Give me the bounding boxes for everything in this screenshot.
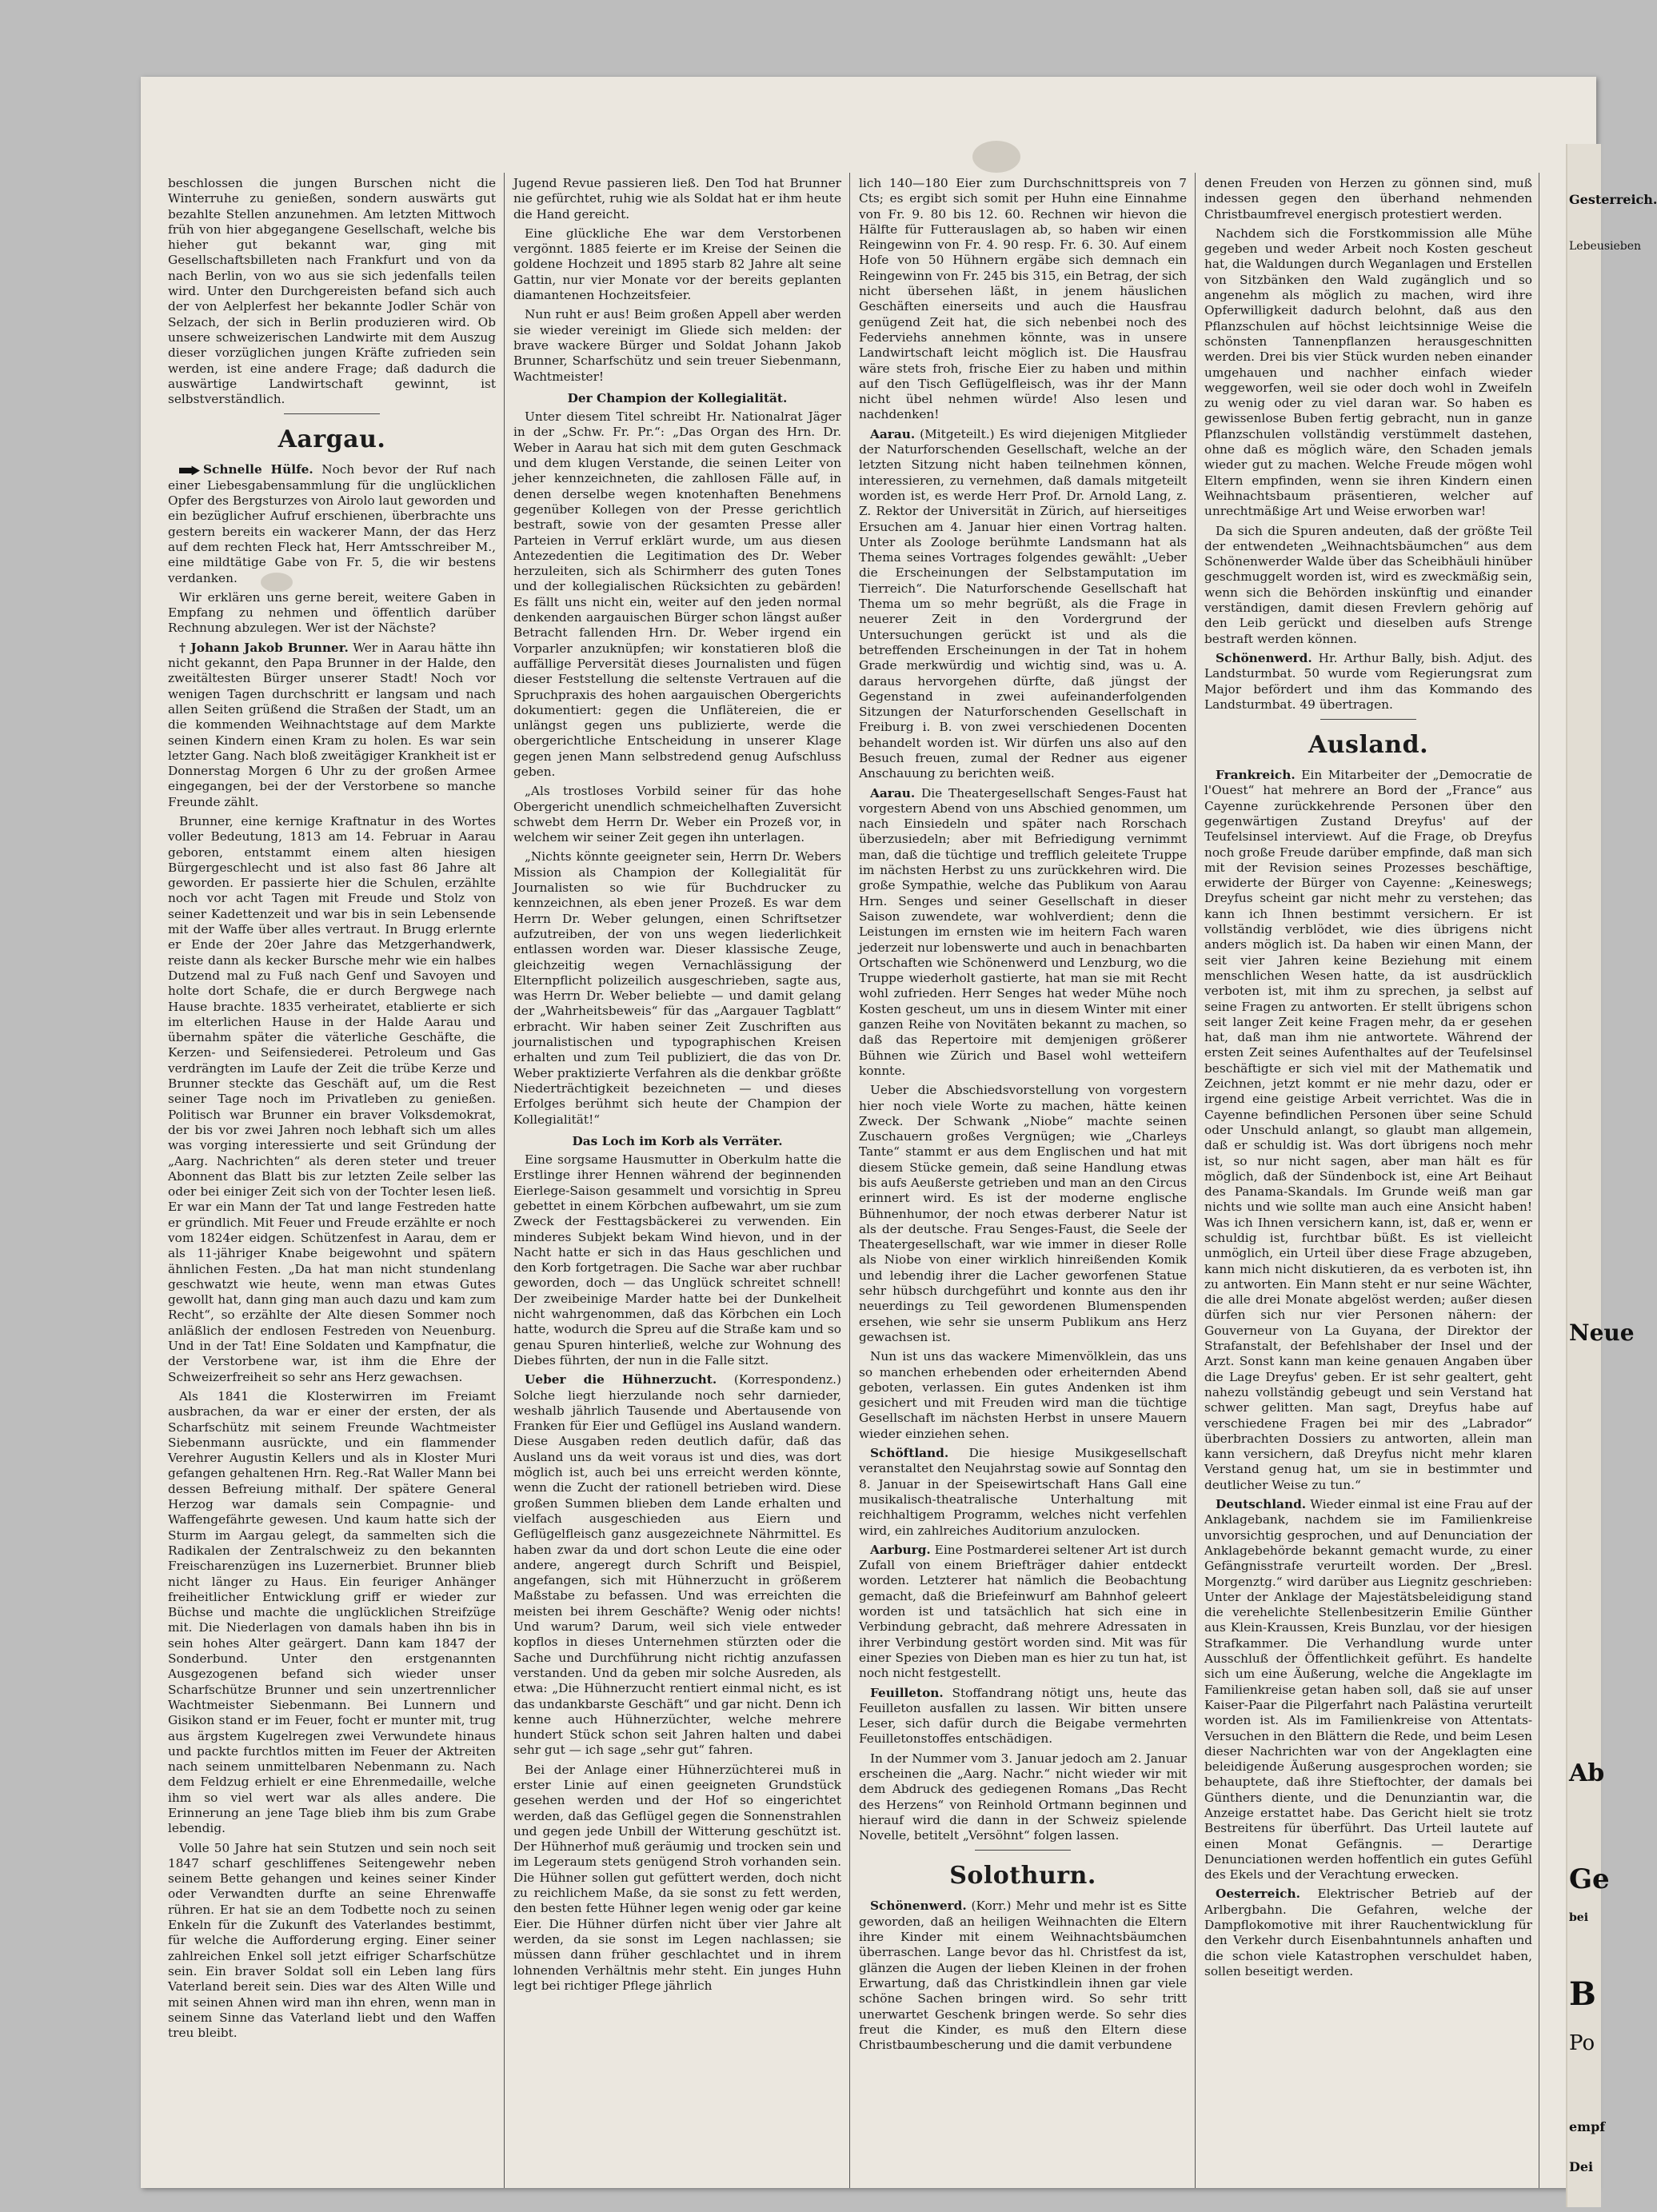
section-heading-aargau: Aargau. xyxy=(277,425,386,454)
edge-text: Ge xyxy=(1569,1863,1610,1895)
article-feuilleton xyxy=(859,1686,1187,1747)
edge-text: Ab xyxy=(1569,1759,1605,1787)
article-text: Nun ist uns das wackere Mimenvölklein, das uns so manchen erhebenden oder erheiternden Abend geboten, verlassen. Ein gutes Andenken ist ihm gesichert und mit Freuden wird man die tüchtige Gesellschaft im nächsten Herbst in unsere Mauern wieder einziehen sehen. xyxy=(859,1349,1187,1441)
article-text: denen Freuden von Herzen zu gönnen sind, muß indessen gegen den überhand nehmenden Christbaumfrevel energisch protestiert werden. xyxy=(1204,176,1532,222)
pointing-hand-icon xyxy=(179,465,200,475)
article-text: Nun ruht er aus! Beim großen Appell aber werden sie wieder vereinigt im Gliede sich melden: der brave wackere Bürger und Soldat Johann Jakob Brunner, Scharfschütz und sein treuer Siebenmann, Wachtmeister! xyxy=(513,307,841,384)
article-text: „Nichts könnte geeigneter sein, Herrn Dr. Webers Mission als Champion der Kollegialität für Journalisten so wie für Buchdrucker zu kennzeichnen, als eben jener Prozeß. Es war dem Herrn Dr. Weber gelungen, einen Schriftsetzer aufzutreiben, der von uns wegen liederlichkeit entlassen worden war. Dieser klassische Zeuge, gleichzeitig wegen Vernachlässigung der Elternpflicht polizeilich ausgeschrieben, sagte aus, was Herrn Dr. Weber beliebte — und damit gelang der „Wahrheitsbeweis“ für das „Aargauer Tagblatt“ erbracht. Wir haben seiner Zeit Zuschriften aus journalistischen und typographischen Kreisen erhalten und zum Teil publiziert, die das von Dr. Weber praktizierte Verfahren als die denkbar größte Niederträchtigkeit bezeichneten — und dieses Erfolges berühmt sich heute der Champion der Kollegialität!“ xyxy=(513,849,841,1127)
edge-text: Neue xyxy=(1569,1320,1635,1346)
article-brunner xyxy=(168,641,496,810)
article-text: Hr. Arthur Bally, bish. Adjut. des Landsturmbat. 50 wurde vom Regierungsrat zum Major befördert und ihm das Kommando des Landsturmbat. 49 übertragen. xyxy=(1204,650,1532,712)
section-divider xyxy=(975,1850,1071,1851)
article-schoeftland xyxy=(859,1446,1187,1539)
column-rule xyxy=(1195,173,1196,2188)
article-keyword: Schnelle Hülfe. xyxy=(203,462,313,477)
article-text: Stoffandrang nötigt uns, heute das Feuilleton ausfallen zu lassen. Wir bitten unsere Leser, sich dafür durch die Beigabe vermehrten Feuilletonstoffes entschädigen. xyxy=(859,1685,1187,1747)
adjacent-page-edge xyxy=(1566,144,1657,2207)
column-rule xyxy=(849,173,850,2188)
article-text: „Als trostloses Vorbild seiner für das hohe Obergericht unendlich schmeichelhaften Zuversicht schwebt dem Herrn Dr. Weber ein Prozeß vor, in welchem wir seiner Zeit gegen ihn unterlagen. xyxy=(513,784,841,845)
article-text: (Korrespondenz.) Solche liegt hierzulande noch sehr darnieder, weshalb jährlich Tausende und Abertausende von Franken für Eier und Geflügel ins Ausland wandern. Diese Ausgaben reden deutlich dafür, daß das Ausland uns da weit voraus ist und dies, was dort möglich ist, auch bei uns erreicht werden könnte, wenn die Zucht der rationell betrieben wird. Diese großen Summen blieben dem Lande erhalten und vielfach ausgeschieden aus Eiern und Geflügelfleisch ganz ausgezeichnete Nährmittel. Es haben zwar da und dort schon Leute die eine oder andere, angeregt durch Schrift und Beispiel, angefangen, sich mit Hühnerzucht in größerem Maßstabe zu befassen. Und was erreichten die meisten bei ihrem Geschäfte? Wenig oder nichts! Und warum? Darum, weil sich viele entweder kopflos in dieses Unternehmen stürzten oder die Sache und Durchführung nicht richtig anzufassen verstanden. Und da geben mir solche Ausreden, als etwa: „Die Hühnerzucht rentiert einmal nicht, es ist das undankbarste Geschäft“ und gar nicht. Denn ich kenne auch Hühnerzüchter, welche mehrere hundert Stück schon seit Jahren halten und dabei sehr gut — ich sage „sehr gut“ fahren. xyxy=(513,1372,841,1758)
article-aarau-1 xyxy=(859,427,1187,782)
article-text: Ueber die Abschiedsvorstellung von vorgestern hier noch viele Worte zu machen, hätte keinen Zweck. Der Schwank „Niobe“ machte seinen Zuschauern großes Vergnügen; wie „Charleys Tante“ stammt er aus dem Englischen und hat mit diesem Stücke gemein, daß seine Handlung etwas bis aufs Aeußerste getrieben und man an den Circus erinnert wird. Es ist der moderne englische Bühnenhumor, der noch etwas derberer Natur ist als der deutsche. Frau Senges-Faust, die Seele der Theatergesellschaft, war wie immer in dieser Rolle als Niobe von einer wirklich hinreißenden Komik und lebendig ihrer die Lacher geworfenen Statue sehr hübsch durchgeführt und konnte aus den ihr neuerdings zu Teil gewordenen Blumenspenden ersehen, wie sehr sie unserm Publikum ans Herz gewachsen ist. xyxy=(859,1083,1187,1344)
edge-text: empf xyxy=(1569,2119,1606,2134)
newspaper-page xyxy=(141,77,1596,2188)
article-text: Jugend Revue passieren ließ. Den Tod hat Brunner nie gefürchtet, ruhig wie als Soldat hat er ihm heute die Hand gereicht. xyxy=(513,176,841,222)
article-text: Die Theatergesellschaft Senges-Faust hat vorgestern Abend von uns Abschied genommen, um nach Einsiedeln und später nach Rorschach überzusiedeln; aber mit Befriedigung vernimmt man, daß die tüchtige und trefflich geleitete Truppe im nächsten Herbst zu uns zurückkehren wird. Die große Sympathie, welche das Publikum von Aarau Hrn. Senges und seiner Gesellschaft in dieser Saison zuwendete, war wohlverdient; denn die Leistungen im ernsten wie im heitern Fach waren jederzeit nur lobenswerte und auch in benachbarten Ortschaften wie Schönenwerd und Lenzburg, wo die Truppe wiederholt gastierte, hat man sie mit Recht wohl zufrieden. Herr Senges hat weder Mühe noch Kosten gescheut, um uns in diesem Winter mit einer ganzen Reihe von Novitäten bekannt zu machen, so daß das Repertoire mit demjenigen größerer Bühnen wie Zürich und Basel wohl wetteifern konnte. xyxy=(859,785,1187,1078)
column-3 xyxy=(859,176,1187,2175)
section-divider xyxy=(1320,719,1416,720)
section-divider xyxy=(284,413,380,414)
article-frankreich xyxy=(1204,768,1532,1493)
edge-text: Dei xyxy=(1569,2159,1594,2174)
article-intro: beschlossen die jungen Burschen nicht die Winterruhe zu genießen, sondern auswärts gut bezahlte Stellen anzunehmen. Am letzten Mittwoch früh von hier abgegangene Gesellschaft, welche bis hieher gut bekannt war, ging mit Gesellschaftsbilleten nach Frankfurt und von da nach Berlin, von wo aus sie sich jedenfalls teilen wird. Unter den Durchgereisten befand sich auch der von Aelplerfest her bekannte Jodler Schär von Selzach, der sich in Berlin produzieren wird. Ob unsere schweizerischen Landwirte mit dem Auszug dieser vorzüglichen jungen Kräfte zufrieden sein werden, ist eine andere Frage; daß dadurch die auswärtige Landwirtschaft gewinnt, ist selbstverständlich. xyxy=(168,176,496,407)
column-1 xyxy=(168,176,496,2175)
article-keyword: Deutschland. xyxy=(1216,1497,1307,1512)
article-text: Ein Mitarbeiter der „Democratie de l'Ouest“ hat mehrere an Bord der „France“ aus Cayenne zurückkehrende Personen über den gegenwärtigen Zustand Dreyfus' auf der Teufelsinsel interviewt. Auf die Frage, ob Dreyfus noch große Freude darüber empfinde, daß man sich mit der Revision seines Prozesses beschäftige, erwiderte der Bürger von Cayenne: „Keineswegs; Dreyfus scheint gar nicht mehr zu verstehen; das kann ich Ihnen bestimmt versichern. Er ist vollständig verblödet, wie dies übrigens nicht anders möglich ist. Da haben wir einen Mann, der seit vier Jahren keine Beziehung mit einem menschlichen Wesen hatte, da ist ausdrücklich verboten ist, mit ihm zu sprechen, ja selbst auf seine Fragen zu antworten. Er stellt übrigens schon seit langer Zeit keine Fragen mehr, da er gesehen hat, daß man ihm nie antwortete. Während der ersten Zeit seines Aufenthaltes auf der Teufelsinsel beschäftigte er sich viel mit der Mathematik und Zeichnen, jetzt kommt er nie mehr dazu, oder er irgend eine geistige Arbeit verrichtet. Was die in Cayenne befindlichen Personen über seine Schuld oder Unschuld anlangt, so glaubt man allgemein, daß er schuldig ist. Was dort übrigens noch mehr ist, so nur nicht sagen, aber man hält es für möglich, daß der Sündenbock ist, eine Art Beihaut des Panama-Skandals. Im Grunde weiß man gar nichts und wie sollte man auch eine Ansicht haben! Was ich Ihnen versichern kann, ist, daß er, wenn er schuldig ist, furchtbar büßt. Es ist vielleicht unmöglich, ein Urteil über diese Frage abzugeben, kann mich nicht diskutieren, da es verboten ist, ihn zu antworten. Ein Mann steht er nur seine Wächter, die alle drei Monate abgelöst werden; außer diesen dürfen sich nur vier Personen nähern: der Gouverneur von La Guyana, der Direktor der Strafanstalt, der Befehlshaber der Insel und der Arzt. Sonst kann man keine genauen Angaben über die Lage Dreyfus' geben. Er ist sehr gealtert, geht nahezu vollständig gebeugt und sein Verstand hat schwer gelitten. Man sagt, Dreyfus habe auf verschiedene Fragen bei mir des „Labrador“ überbrachten Dossiers zu antworten, allein man kann versichern, daß Dreyfus nicht mehr klaren Verstand genug hat, um sie in bestimmter und deutlicher Weise zu tun.“ xyxy=(1204,768,1532,1492)
article-text: Volle 50 Jahre hat sein Stutzen und sein noch seit 1847 scharf geschliffenes Seitengewehr neben seinem Bette gehangen und keines seiner Kinder oder Verwandten durfte an seine Ehrenwaffe rühren. Er hat sie an dem Todbette noch zu seinen Enkeln für die Zukunft des Vaterlandes bestimmt, für welche die Aufforderung erging. Einer seiner zahlreichen Enkel soll jetzt eifriger Scharfschütze sein. Ein braver Soldat soll ein Leben lang fürs Vaterland bereit sein. Dies war des Alten Wille und mit seinen Ahnen wird man ihn ehren, wenn man in seinem Sinne das Vaterland liebt und den Waffen treu bleibt. xyxy=(168,1840,496,2041)
edge-text: B xyxy=(1569,1975,1596,2013)
article-text: lich 140—180 Eier zum Durchschnittspreis von 7 Cts; es ergibt sich somit per Huhn eine Einnahme von Fr. 9. 80 bis 12. 60. Rechnen wir hievon die Hälfte für Futterauslagen ab, so haben wir einen Reingewinn von Fr. 4. 90 resp. Fr. 6. 30. Auf einem Hofe von 50 Hühnern ergäbe sich demnach ein Reingewinn von Fr. 245 bis 315, ein Betrag, der sich nicht übersehen läßt, in jenem häuslichen Geschäften einerseits und auch die Hausfrau genügend Zeit hat, die sich nebenbei noch des Federviehs annehmen könnte, was in unsere Landwirtschaft leicht möglich ist. Die Hausfrau wäre stets froh, frische Eier zu haben und mithin auf den Tisch Geflügelfleisch, was ihr der Mann nicht übel nehmen würde! Also lesen und nachdenken! xyxy=(859,176,1187,422)
section-heading-solothurn: Solothurn. xyxy=(949,1862,1096,1891)
article-heading-korb: Das Loch im Korb als Verräter. xyxy=(572,1133,783,1148)
article-text: Noch bevor der Ruf nach einer Liebesgabensammlung für die unglücklichen Opfer des Bergsturzes von Airolo laut geworden und ein bezüglicher Aufruf erschienen, überbrachte uns gestern bereits ein wackerer Mann, der das Herz auf dem rechten Fleck hat, Herr Amtsschreiber M., eine mildtätige Gabe von Fr. 5, die wir bestens verdanken. xyxy=(168,462,496,585)
article-oesterreich xyxy=(1204,1887,1532,1979)
article-text: Unter diesem Titel schreibt Hr. Nationalrat Jäger in der „Schw. Fr. Pr.“: „Das Organ des Hrn. Dr. Weber in Aarau hat sich mit dem guten Geschmack und dem klugen Verstande, die seinen Leiter von jeher kennzeichneten, die zahllosen Fälle auf, in denen derselbe wegen knotenhaften Benehmens gegenüber Kollegen von der Presse gerichtlich bestraft, sowie von der gesamten Presse aller Parteien in Verruf erklärt wurde, um aus diesen Antezedentien die Legitimation des Dr. Weber herzuleiten, sich als Schirmherr des guten Tones und der kollegialischen Rücksichten zu gebärden! Es fällt uns nicht ein, weiter auf den jeden normal denkenden aargauischen Bürger schon längst außer Betracht fallenden Hrn. Dr. Weber irgend ein Vorparler anzuknüpfen; wir konstatieren bloß die auffällige Perversität dieses Journalisten und fügen dieser Feststellung die seltenste Vertrauen auf die Spruchpraxis des hohen aargauischen Obergerichts dokumentiert: gegen die Unflätereien, die er unlängst gegen uns publizierte, werde die obergerichtliche Entscheidung in unserer Klage gegen jenen Mann selbstredend genug Aufschluss geben. xyxy=(513,409,841,779)
article-text: Da sich die Spuren andeuten, daß der größte Teil der entwendeten „Weihnachtsbäumchen“ aus dem Schönenwerder Walde über das Scheibhäuli hinüber geschmuggelt worden ist, wird es zweckmäßig sein, wenn sich die Behörden inskünftig und einander verständigen, damit diesen Frevlern gehörig auf den Leib gerückt und dieselben aufs Strenge bestraft werden können. xyxy=(1204,523,1532,646)
article-text: (Korr.) Mehr und mehr ist es Sitte geworden, daß an heiligen Weihnachten die Eltern ihre Kinder mit einem Weihnachtsbäumchen überraschen. Lange bevor das hl. Christfest da ist, glänzen die Augen der lieben Kleinen in der frohen Erwartung, daß das Christkindlein ihnen gar viele schöne Sachen bringen wird. So sehr tritt unerwartet Geschenk bringen werde. So sehr dies freut die Kinder, es muß den Eltern diese Christbaumbescherung und die damit verbundene xyxy=(859,1899,1187,2053)
article-keyword: Schöftland. xyxy=(870,1446,949,1461)
column-4 xyxy=(1204,176,1532,2175)
paper-stain xyxy=(972,141,1020,173)
column-2 xyxy=(513,176,841,2175)
article-text: Wieder einmal ist eine Frau auf der Anklagebank, nachdem sie im Familienkreise unvorsichtig gesprochen, und auf Denunciation der Anklagebehörde bekannt gemacht wurde, zu einer Gefängnisstrafe verurteilt worden. Der „Bresl. Morgenztg.“ wird darüber aus Liegnitz geschrieben: Unter der Anklage der Majestätsbeleidigung stand die verehelichte Stellenbesitzerin Emilie Günther aus Klein-Kraussen, Kreis Bunzlau, vor der hiesigen Strafkammer. Die Verhandlung wurde unter Ausschluß der Öffentlichkeit geführt. Es handelte sich um eine Äußerung, welche die Angeklagte im Familienkreise getan haben soll, daß sie auf unser Kaiser-Paar die Pilgerfahrt nach Palästina verurteilt worden ist. Als im Familienkreise von Attentats-Versuchen in den Blättern die Rede, und beim Lesen dieser Nachrichten war von der Angeklagten eine beleidigende Äußerung ausgesprochen worden; sie behauptete, daß ihre Stieftochter, der damals bei Günthers diente, und die Denunziantin war, die Anzeige erstattet habe. Das Gericht hielt sie trotz Bestreitens für überführt. Das Urteil lautete auf einen Monat Gefängnis. — Derartige Denunciationen werden hoffentlich ein gutes Gefühl des Ekels und der Verachtung erwecken. xyxy=(1204,1497,1532,1883)
article-text: Wer in Aarau hätte ihn nicht gekannt, den Papa Brunner in der Halde, den zweitältesten Bürger unserer Stadt! Noch vor wenigen Tagen durchschritt er langsam und nach allen Seiten grüßend die Straßen der Stadt, um an die kommenden Weihnachtstage auf dem Markte seinen Kindern einen Kram zu holen. Es war sein letzter Gang. Nach bloß zweitägiger Krankheit ist er Donnerstag Morgen 6 Uhr zu der großen Armee eingegangen, bei der der Verstorbene so manche Freunde zählt. xyxy=(168,640,496,809)
article-schnelle-huelfe xyxy=(168,462,496,585)
article-keyword: Feuilleton. xyxy=(870,1685,944,1700)
article-keyword: Frankreich. xyxy=(1216,768,1296,783)
article-aarburg xyxy=(859,1543,1187,1682)
article-text: Wir erklären uns gerne bereit, weitere Gaben in Empfang zu nehmen und öffentlich darüber Rechnung abzulegen. Wer ist der Nächste? xyxy=(168,589,496,636)
edge-text: Lebeusieben xyxy=(1569,240,1642,253)
article-text: In der Nummer vom 3. Januar jedoch am 2. Januar erscheinen die „Aarg. Nachr.“ nicht wieder wir mit dem Abdruck des gediegenen Romans „Das Recht des Herzens“ von Reinhold Ortmann beginnen und hierauf wird die dann in der Schweiz spielende Novelle, betitelt „Versöhnt“ folgen lassen. xyxy=(859,1751,1187,1843)
article-keyword: Aarau. xyxy=(870,426,916,441)
section-heading-ausland: Ausland. xyxy=(1308,731,1429,760)
article-schoenenwerd-2 xyxy=(1204,651,1532,713)
article-text: Eine Postmarderei seltener Art ist durch Zufall von einem Briefträger dahier entdeckt worden. Letzterer hat nämlich die Beobachtung gemacht, daß die Briefeinwurf am Bahnhof geleert worden ist und tatsächlich hat sich eine in Verbindung gebracht, daß mehrere Adressaten in ihrer Verbindung gestört worden sind. Mit was für einer Spezies von Dieben man es hier zu tun hat, ist noch nicht festgestellt. xyxy=(859,1542,1187,1681)
article-keyword: Schönenwerd. xyxy=(870,1899,967,1914)
article-text: Brunner, eine kernige Kraftnatur in des Wortes voller Bedeutung, 1813 am 14. Februar in Aarau geboren, entstammt einem alten hiesigen Bürgergeschlecht und ist also fast 86 Jahre alt geworden. Er passierte hier die Schulen, erzählte noch vor acht Tagen mit Freude und Stolz von seiner Kadettenzeit und war bis in sein Lebensende mit der Waffe über alles vertraut. In Brugg erlernte er Ende der 20er Jahre das Metzgerhandwerk, reiste dann als kecker Bursche mehr wie ein halbes Dutzend mal zu Fuß nach Genf und Savoyen und holte dort Schafe, die er durch Bergwege nach Hause brachte. 1835 verheiratet, etablierte er sich im elterlichen Hause in der Halde Aarau und übernahm später die väterliche Geschäfte, die Kerzen- und Seifensiederei. Petroleum und Gas verdrängten im Laufe der Zeit die trübe Kerze und Brunner steckte das Geschäft auf, um die Rest seiner Tage noch im Privatleben zu genießen. Politisch war Brunner ein braver Volksdemokrat, der bis vor zwei Jahren noch lebhaft sich um alles was vorging interessierte und seit Gründung der „Aarg. Nachrichten“ als deren steter und treuer Abonnent das Blatt bis zur letzten Zeile selber las oder bei einiger Zeit sich von der Tochter lesen ließ. Er war ein Mann der Tat und lange Festreden hatte er gründlich. Mit Feuer und Freude erzählte er noch vom 1824er eidgen. Schützenfest in Aarau, dem er als 11-jähriger Knabe beigewohnt und spätern ähnlichen Festen. „Da hat man nicht stundenlang geschwatzt wie heute, wenn man etwas Gutes gewollt hat, dann ging man auch dazu und kam zum Recht“, so erzählte der Alte diesen Sommer noch anläßlich der endlosen Festreden von Neuenburg. Und in der Tat! Eine Soldaten und Kampfnatur, die der Verstorbene war, ist ihm die Ehre der Schweizerfreiheit so sehr ans Herz gewachsen. xyxy=(168,813,496,1384)
article-text: Elektrischer Betrieb auf der Arlbergbahn. Die Gefahren, welche der Dampflokomotive mit ihrer Rauchentwicklung für den Verkehr durch Eisenbahntunnels anhaften und die schon viele Katastrophen verschuldet haben, sollen beseitigt werden. xyxy=(1204,1887,1532,1978)
edge-text: bei xyxy=(1569,1911,1589,1924)
edge-text: Po xyxy=(1569,2031,1595,2055)
article-keyword: Aarburg. xyxy=(870,1542,931,1557)
article-keyword: Aarau. xyxy=(870,785,916,801)
article-schoenenwerd xyxy=(859,1899,1187,2053)
article-keyword: Oesterreich. xyxy=(1216,1887,1300,1902)
article-text: Als 1841 die Klosterwirren im Freiamt ausbrachen, da war er einer der ersten, der als Scharfschütz mit seinem Freunde Wachtmeister Siebenmann ausrückte, und ein flammender Verehrer Augustin Kellers und als in Kloster Muri gefangen gehaltenen Hrn. Reg.-Rat Waller Mann bei dessen Befreiung mithalf. Der spätere General Herzog war damals sein Compagnie- und Waffengefährte gewesen. Und kaum hatte sich der Sturm im Aargau gelegt, da sammelten sich die Radikalen der Zentralschweiz zu den bekannten Freischarenzügen ins Luzernerbiet. Brunner blieb nicht länger zu Haus. Ein feuriger Anhänger freiheitlicher Entwicklung griff er wieder zur Büchse und machte die unglücklichen Streifzüge mit. Die Niederlagen von damals haben ihn bis in sein hohes Alter geärgert. Dann kam 1847 der Sonderbund. Unter den erstgenannten Ausgezogenen befand sich wieder unser Scharfschütze Brunner und sein unzertrennlicher Wachtmeister Siebenmann. Bei Lunnern und Gisikon stand er im Feuer, focht er munter mit, trug aus ärgstem Kugelregen zwei Verwundete hinaus und packte furchtlos mitten im Feuer der Aktreiten nach seinem unmittelbaren Nebenmann zu. Nach dem Feldzug erhielt er eine Ehrenmedaille, welche ihm so viel wert war als alles andere. Die Erinnerung an jene Tage blieb ihm bis zum Grabe lebendig. xyxy=(168,1388,496,1836)
article-heading-champion: Der Champion der Kollegialität. xyxy=(567,390,788,405)
article-text: Eine glückliche Ehe war dem Verstorbenen vergönnt. 1885 feierte er im Kreise der Seinen die goldene Hochzeit und 1895 starb 82 Jahre alt seine Gattin, nur vier Monate vor der bereits geplanten diamantenen Hochzeitsfeier. xyxy=(513,226,841,303)
article-text: Bei der Anlage einer Hühnerzüchterei muß in erster Linie auf einen geeigneten Grundstück gesehen werden und der Hof so eingerichtet werden, daß das Geflügel gegen die Sonnenstrahlen und gegen jede Unbill der Witterung geschützt ist. Der Hühnerhof muß geräumig und trocken sein und im Legeraum stets genügend Stroh vorhanden sein. Die Hühner sollen gut gefüttert werden, doch nicht zu reichlichem Maße, da sie sonst zu fett werden, den besten fette Hühner legen wenig oder gar keine Eier. Die Hühner dürfen nicht über vier Jahre alt werden, da sie sonst im Legen nachlassen; sie müssen dann früher geschlachtet und in ihrem lohnenden Verhältnis mehr steht. Ein junges Huhn legt bei richtiger Pflege jährlich xyxy=(513,1762,841,1993)
article-text: Nachdem sich die Forstkommission alle Mühe gegeben und weder Arbeit noch Kosten gescheut hat, die Waldungen durch Weganlagen und Erstellen von Sitzbänken den Wald zugänglich und so angenehm als möglich zu machen, wird ihre Opferwilligkeit dadurch belohnt, daß aus den Pflanzschulen auf höchst leichtsinnige Weise die schönsten Tannenpflanzen herausgeschnitten werden. Drei bis vier Stück wurden neben einander umgehauen und nachher einfach wieder weggeworfen, weil sie oder doch wohl in Zweifeln zu wenig oder zu viel daran war. So haben es gewissenlose Buben fertig gebracht, nun in ganze Pflanzschulen vollständig verstümmelt dastehen, ohne daß es möglich wäre, den Schaden jemals wieder gut zu machen. Welche Freude mögen wohl Eltern empfinden, wenn sie ihren Kindern einen Weihnachtsbaum präsentieren, welcher auf unrechtmäßige Art und Weise erworben war! xyxy=(1204,226,1532,519)
column-rule xyxy=(504,173,505,2188)
edge-text: Gesterreich. xyxy=(1569,192,1657,207)
article-text: Eine sorgsame Hausmutter in Oberkulm hatte die Erstlinge ihrer Hennen während der beginnenden Eierlege-Saison gesammelt und vorsichtig in Spreu gebettet in einem Körbchen aufbewahrt, um sie zum Zweck der Festtagsbäckerei zu verwenden. Ein minderes Subjekt bekam Wind hievon, und in der Nacht hatte er sich in das Haus geschlichen und den Korb fortgetragen. Die Sache war aber ruchbar geworden, doch — das Unglück schreitet schnell! Der zweibeinige Marder hatte bei der Dunkelheit nicht wahrgenommen, daß das Körbchen ein Loch hatte, wodurch die Spreu auf die Straße kam und so genau Spuren hinterließ, welche zur Wohnung des Diebes führten, der nun in die Falle sitzt. xyxy=(513,1152,841,1368)
article-aarau-2 xyxy=(859,786,1187,1080)
article-text: (Mitgeteilt.) Es wird diejenigen Mitglieder der Naturforschenden Gesellschaft, welche an der letzten Sitzung nicht haben teilnehmen können, interessieren, zu vernehmen, daß damals mitgeteilt worden ist, es werde Herr Prof. Dr. Arnold Lang, z. Z. Rektor der Universität in Zürich, auf hierseitiges Ersuchen am 4. Januar hier einen Vortrag halten. Unter als Zoologe berühmte Landsmann hat als Thema seines Vortrages folgendes gewählt: „Ueber die Erscheinungen der Selbstamputation im Tierreich“. Die Naturforschende Gesellschaft hat Thema um so mehr begrüßt, als die Frage in neuerer Zeit in den Vordergrund der Untersuchungen gerückt ist und als die betreffenden Erscheinungen in der Tat in hohem Grade merkwürdig und wichtig sind, was u. A. daraus hervorgehen dürfte, daß jüngst der Gegenstand in zwei aufeinanderfolgenden Sitzungen der Naturforschenden Gesellschaft in Freiburg i. B. von zwei verschiedenen Docenten behandelt worden ist. Wir dürfen uns also auf den Besuch freuen, zumal der Redner aus eigener Anschauung zu berichten weiß. xyxy=(859,426,1187,781)
article-deutschland xyxy=(1204,1497,1532,1883)
article-huehnerzucht xyxy=(513,1372,841,1758)
article-keyword: Schönenwerd. xyxy=(1216,650,1312,665)
article-text: Die hiesige Musikgesellschaft veranstaltet den Neujahrstag sowie auf Sonntag den 8. Januar in der Speisewirtschaft Hans Gall eine musikalisch-theatralische Unterhaltung mit reichhaltigem Programm, welches nicht verfehlen wird, ein zahlreiches Auditorium anzulocken. xyxy=(859,1446,1187,1538)
article-keyword: Ueber die Hühnerzucht. xyxy=(525,1372,717,1387)
article-keyword: † Johann Jakob Brunner. xyxy=(179,640,349,655)
